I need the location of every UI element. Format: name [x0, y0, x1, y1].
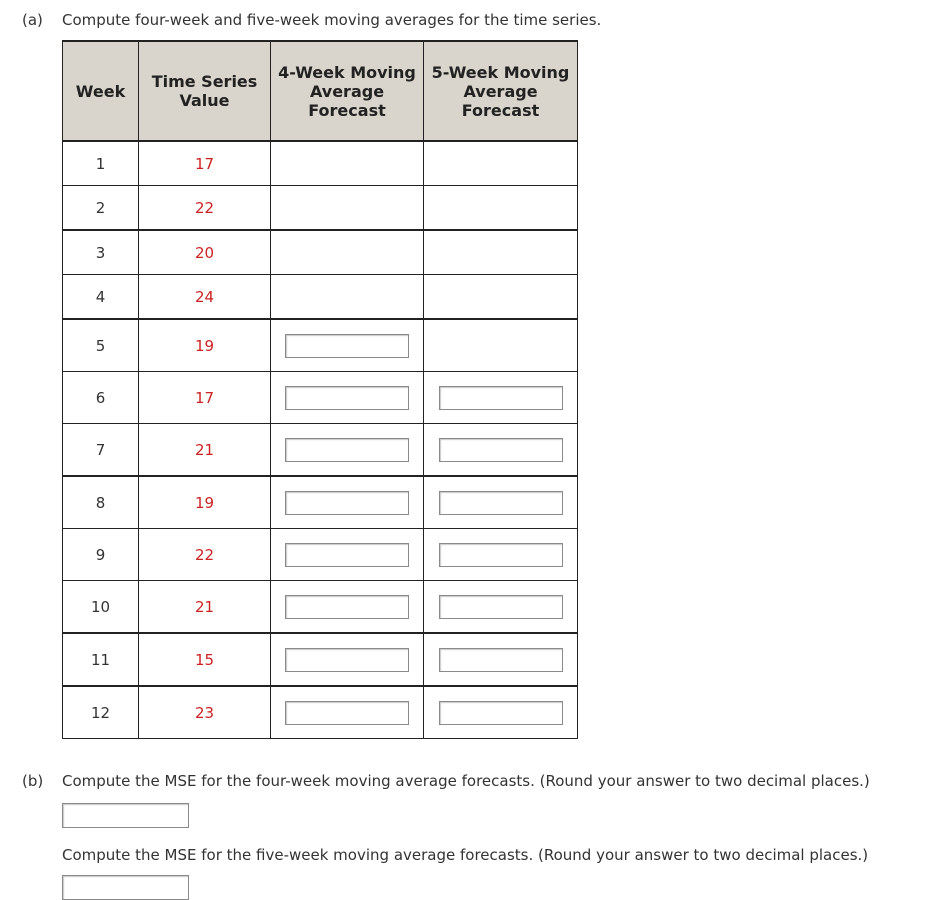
ma4-cell-empty — [271, 141, 424, 186]
week-cell: 7 — [63, 424, 139, 477]
ma4-input-week-12[interactable] — [285, 701, 409, 725]
ma4-cell — [271, 581, 424, 634]
time-series-table — [62, 40, 578, 739]
mse-4-week-input[interactable] — [62, 803, 189, 828]
ma5-cell-empty — [424, 230, 578, 275]
ma4-cell-empty — [271, 186, 424, 231]
ma4-cell — [271, 424, 424, 477]
week-cell: 1 — [63, 141, 139, 186]
week-cell: 5 — [63, 319, 139, 372]
value-cell: 22 — [139, 186, 271, 231]
ma5-input-week-8[interactable] — [439, 491, 563, 515]
ma5-cell — [424, 476, 578, 529]
table-row — [63, 581, 578, 634]
header-week: Week — [63, 41, 139, 141]
ma4-input-week-8[interactable] — [285, 491, 409, 515]
ma5-cell-empty — [424, 319, 578, 372]
week-cell: 8 — [63, 476, 139, 529]
week-cell: 2 — [63, 186, 139, 231]
ma5-cell-empty — [424, 186, 578, 231]
ma4-cell — [271, 319, 424, 372]
part-b-question-2: Compute the MSE for the five-week moving average forecasts. (Round your answer to two decimal places.) — [62, 846, 869, 864]
table-row — [63, 186, 578, 231]
ma4-input-week-5[interactable] — [285, 334, 409, 358]
value-cell: 17 — [139, 372, 271, 424]
table-row — [63, 633, 578, 686]
table-row — [63, 141, 578, 186]
week-cell: 11 — [63, 633, 139, 686]
ma4-cell — [271, 372, 424, 424]
week-cell: 4 — [63, 275, 139, 320]
table-row — [63, 686, 578, 739]
table-row — [63, 319, 578, 372]
ma5-input-week-12[interactable] — [439, 701, 563, 725]
table-row — [63, 275, 578, 320]
value-cell: 22 — [139, 529, 271, 581]
value-cell: 19 — [139, 319, 271, 372]
ma5-cell-empty — [424, 275, 578, 320]
ma5-input-week-9[interactable] — [439, 543, 563, 567]
ma5-cell — [424, 581, 578, 634]
ma4-cell — [271, 686, 424, 739]
value-cell: 19 — [139, 476, 271, 529]
value-cell: 15 — [139, 633, 271, 686]
header-4-week-forecast: 4-Week Moving Average Forecast — [271, 41, 424, 141]
table-row — [63, 230, 578, 275]
ma5-cell — [424, 372, 578, 424]
value-cell: 17 — [139, 141, 271, 186]
part-b-question: Compute the MSE for the four-week moving average forecasts. (Round your answer to two decimal places.) — [62, 772, 870, 790]
ma4-cell — [271, 633, 424, 686]
ma5-input-week-11[interactable] — [439, 648, 563, 672]
ma5-input-week-6[interactable] — [439, 386, 563, 410]
header-5-week-forecast: 5-Week Moving Average Forecast — [424, 41, 578, 141]
week-cell: 12 — [63, 686, 139, 739]
ma5-cell — [424, 529, 578, 581]
ma4-cell — [271, 529, 424, 581]
value-cell: 20 — [139, 230, 271, 275]
ma4-input-week-11[interactable] — [285, 648, 409, 672]
ma5-input-week-10[interactable] — [439, 595, 563, 619]
mse-5-week-input[interactable] — [62, 875, 189, 900]
value-cell: 21 — [139, 581, 271, 634]
value-cell: 23 — [139, 686, 271, 739]
ma4-input-week-10[interactable] — [285, 595, 409, 619]
ma4-input-week-9[interactable] — [285, 543, 409, 567]
week-cell: 3 — [63, 230, 139, 275]
ma4-cell-empty — [271, 230, 424, 275]
part-b-label: (b) — [22, 772, 44, 790]
part-a-question: Compute four-week and five-week moving averages for the time series. — [62, 11, 602, 29]
value-cell: 24 — [139, 275, 271, 320]
ma4-input-week-7[interactable] — [285, 438, 409, 462]
value-cell: 21 — [139, 424, 271, 477]
week-cell: 10 — [63, 581, 139, 634]
ma5-cell — [424, 424, 578, 477]
table-row — [63, 476, 578, 529]
ma4-input-week-6[interactable] — [285, 386, 409, 410]
ma5-cell — [424, 633, 578, 686]
week-cell: 6 — [63, 372, 139, 424]
ma5-cell-empty — [424, 141, 578, 186]
ma4-cell-empty — [271, 275, 424, 320]
table-row — [63, 529, 578, 581]
table-row — [63, 424, 578, 477]
table-row — [63, 372, 578, 424]
part-a-label: (a) — [22, 11, 43, 29]
ma5-cell — [424, 686, 578, 739]
week-cell: 9 — [63, 529, 139, 581]
header-time-series-value: Time Series Value — [139, 41, 271, 141]
ma4-cell — [271, 476, 424, 529]
ma5-input-week-7[interactable] — [439, 438, 563, 462]
